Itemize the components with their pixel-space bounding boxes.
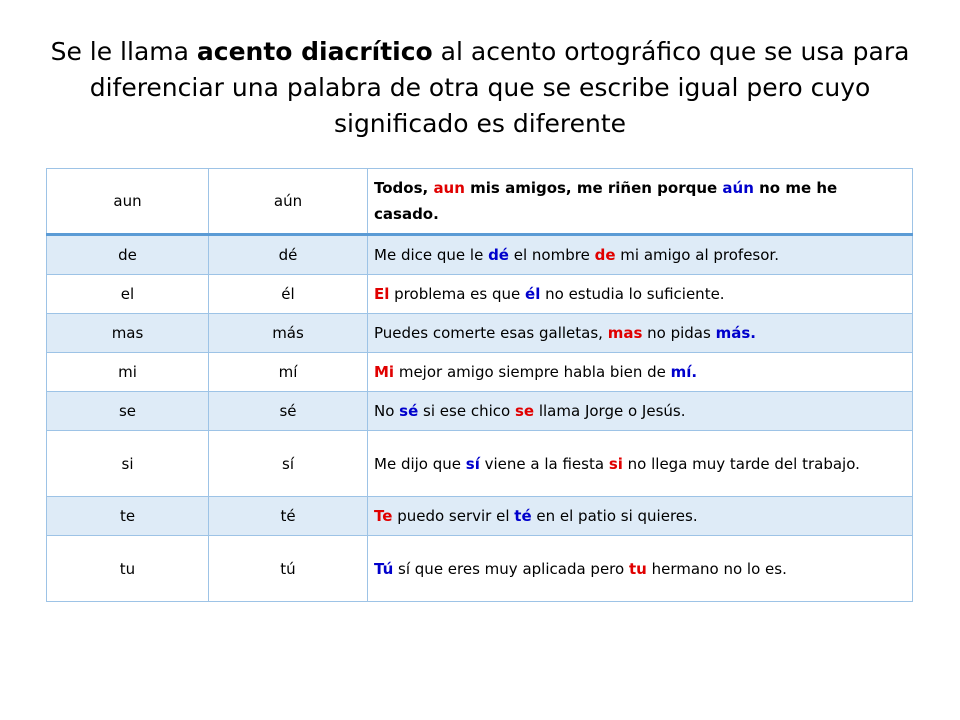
sentence-text: no estudia lo suficiente. [540, 285, 725, 303]
example-sentence [368, 314, 913, 353]
highlighted-word: té [514, 507, 532, 525]
title-part2: al acento ortográfico que se usa para diferenciar una palabra de otra que se escribe igual pero cuyo significado es diferente [89, 37, 910, 138]
word-unaccented: tu [47, 536, 209, 602]
word-unaccented: aun [47, 169, 209, 235]
sentence-text: el nombre [508, 246, 595, 264]
word-accented: tú [209, 536, 368, 602]
word-unaccented: se [47, 392, 209, 431]
sentence-text: problema es que [389, 285, 526, 303]
sentence-text: mis amigos, me riñen porque [464, 179, 723, 197]
example-sentence [368, 536, 913, 602]
example-sentence [368, 497, 913, 536]
sentence-text: Puedes comerte esas galletas, [374, 324, 608, 342]
sentence-text: no llega muy tarde del trabajo. [622, 454, 860, 473]
word-unaccented: te [47, 497, 209, 536]
highlighted-word: Tú [374, 559, 394, 578]
sentence-text: Todos, [374, 179, 434, 197]
word-accented: mí [209, 353, 368, 392]
highlighted-word: de [594, 246, 616, 264]
word-accented: más [209, 314, 368, 353]
sentence-text: mi amigo al profesor. [615, 246, 779, 264]
table-row [47, 235, 913, 275]
table-row [47, 536, 913, 602]
word-unaccented: de [47, 235, 209, 275]
highlighted-word: dé [488, 246, 509, 264]
sentence-text: en el patio si quieres. [531, 507, 698, 525]
sentence-text: si ese chico [418, 402, 515, 420]
highlighted-word: tu [628, 559, 647, 578]
word-accented: sé [209, 392, 368, 431]
word-unaccented: mi [47, 353, 209, 392]
highlighted-word: Mi [374, 363, 395, 381]
page-title [40, 34, 920, 142]
highlighted-word: más. [715, 324, 756, 342]
highlighted-word: mas [607, 324, 643, 342]
example-sentence [368, 169, 913, 235]
table-body [47, 169, 913, 602]
sentence-text: mejor amigo siempre habla bien de [394, 363, 671, 381]
sentence-text: No [374, 402, 400, 420]
word-accented: dé [209, 235, 368, 275]
table-row [47, 169, 913, 235]
example-sentence [368, 353, 913, 392]
highlighted-word: él [525, 285, 541, 303]
title-bold-term: acento diacrítico [196, 37, 433, 66]
sentence-text: puedo servir el [392, 507, 515, 525]
sentence-text: no me he casado. [374, 179, 838, 223]
table-row [47, 431, 913, 497]
example-sentence [368, 275, 913, 314]
table-row [47, 392, 913, 431]
highlighted-word: Te [374, 507, 393, 525]
table-row [47, 497, 913, 536]
sentence-text: viene a la fiesta [479, 454, 609, 473]
highlighted-word: si [608, 454, 623, 473]
highlighted-word: El [374, 285, 390, 303]
word-accented: él [209, 275, 368, 314]
sentence-text: Me dijo que [374, 454, 466, 473]
highlighted-word: mí. [670, 363, 698, 381]
highlighted-word: sí [465, 454, 480, 473]
word-accented: sí [209, 431, 368, 497]
highlighted-word: se [514, 402, 535, 420]
diacritic-table [46, 168, 913, 602]
sentence-text: llama Jorge o Jesús. [534, 402, 686, 420]
highlighted-word: sé [399, 402, 419, 420]
title-part1: Se le llama [50, 37, 197, 66]
table-row [47, 353, 913, 392]
example-sentence [368, 392, 913, 431]
word-unaccented: mas [47, 314, 209, 353]
sentence-text: no pidas [642, 324, 716, 342]
word-accented: té [209, 497, 368, 536]
highlighted-word: aún [722, 179, 754, 197]
table-row [47, 275, 913, 314]
sentence-text: Me dice que le [374, 246, 489, 264]
example-sentence [368, 431, 913, 497]
sentence-text: hermano no lo es. [646, 559, 787, 578]
word-unaccented: el [47, 275, 209, 314]
sentence-text: sí que eres muy aplicada pero [393, 559, 629, 578]
word-accented: aún [209, 169, 368, 235]
table-row [47, 314, 913, 353]
word-unaccented: si [47, 431, 209, 497]
example-sentence [368, 235, 913, 275]
highlighted-word: aun [433, 179, 465, 197]
